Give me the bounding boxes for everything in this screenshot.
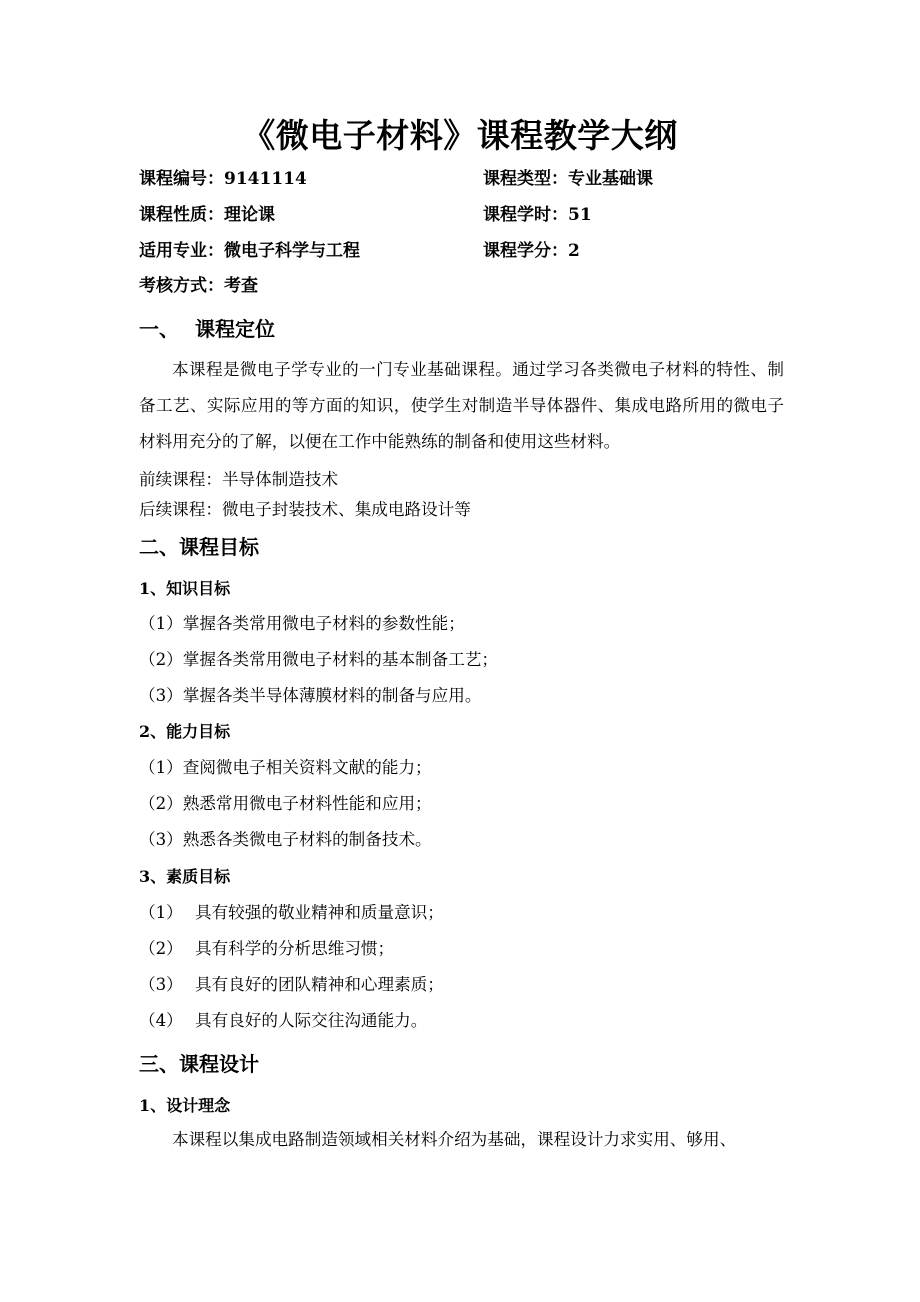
- list-item: （2） 具有科学的分析思维习惯；: [139, 939, 395, 958]
- list-item: （2）掌握各类常用微电子材料的基本制备工艺；: [139, 650, 499, 669]
- subheading-design-concept: 1、设计理念: [139, 1096, 231, 1115]
- section-heading-design: 三、课程设计: [139, 1052, 259, 1076]
- subheading-ability: 2、能力目标: [139, 722, 231, 741]
- list-item: （3）掌握各类半导体薄膜材料的制备与应用。: [139, 686, 482, 705]
- list-item: （1）查阅微电子相关资料文献的能力；: [139, 758, 432, 777]
- followup-courses: 后续课程：微电子封装技术、集成电路设计等: [139, 500, 471, 519]
- list-item: （1） 具有较强的敬业精神和质量意识；: [139, 903, 444, 922]
- list-item: （1）掌握各类常用微电子材料的参数性能；: [139, 614, 465, 633]
- subheading-knowledge: 1、知识目标: [139, 579, 231, 598]
- section-heading-objectives: 二、课程目标: [139, 535, 259, 559]
- section-title: 课程定位: [195, 317, 275, 341]
- list-item: （2）熟悉常用微电子材料性能和应用；: [139, 794, 432, 813]
- document-title: 《微电子材料》课程教学大纲: [242, 116, 678, 155]
- course-code: 课程编号：9141114: [139, 169, 307, 189]
- applicable-major: 适用专业：微电子科学与工程: [139, 241, 360, 261]
- section-number: 一、: [139, 317, 179, 341]
- design-concept-paragraph: 本课程以集成电路制造领域相关材料介绍为基础，课程设计力求实用、够用、: [172, 1130, 737, 1149]
- assessment-method: 考核方式：考查: [139, 276, 258, 296]
- list-item: （4） 具有良好的人际交往沟通能力。: [139, 1011, 428, 1030]
- subheading-quality: 3、素质目标: [139, 867, 231, 886]
- positioning-paragraph: 本课程是微电子学专业的一门专业基础课程。通过学习各类微电子材料的特性、制备工艺、实际应用的等方面的知识，使学生对制造半导体器件、集成电路所用的微电子材料用充分的了解，以便在工作中能熟练的制备和使用这些材料。: [139, 360, 784, 451]
- section-heading-positioning: [139, 312, 275, 346]
- course-nature: 课程性质：理论课: [139, 205, 275, 225]
- course-type: 课程类型：专业基础课: [483, 169, 653, 189]
- prerequisite-courses: 前续课程：半导体制造技术: [139, 470, 339, 489]
- list-item: （3）熟悉各类微电子材料的制备技术。: [139, 830, 432, 849]
- course-credits: 课程学分：2: [483, 241, 580, 261]
- list-item: （3） 具有良好的团队精神和心理素质；: [139, 975, 444, 994]
- course-hours: 课程学时：51: [483, 205, 592, 225]
